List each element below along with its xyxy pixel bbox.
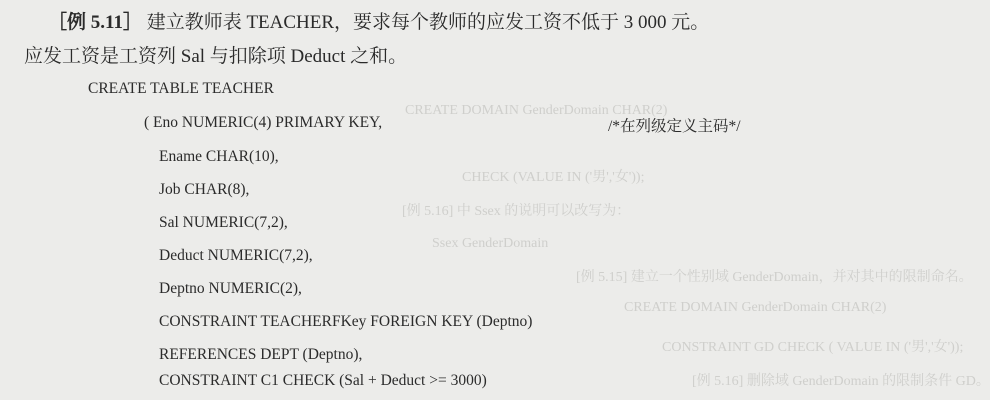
example-label: ［例 5.11］	[48, 12, 142, 33]
code-line-job: Job CHAR(8),	[159, 181, 250, 198]
bleed-through-text: CREATE DOMAIN GenderDomain CHAR(2)	[624, 300, 887, 315]
code-comment-primary-key: /*在列级定义主码*/	[608, 118, 741, 135]
bleed-through-text: CREATE DOMAIN GenderDomain CHAR(2)	[405, 103, 668, 118]
code-line-fk-constraint: CONSTRAINT TEACHERFKey FOREIGN KEY (Deptno)	[159, 313, 533, 330]
bleed-through-text: CHECK (VALUE IN ('男','女'));	[462, 170, 645, 185]
example-heading	[48, 6, 709, 40]
bleed-through-text: Ssex GenderDomain	[432, 236, 549, 251]
code-line-references: REFERENCES DEPT (Deptno),	[159, 346, 363, 363]
code-line-ename: Ename CHAR(10),	[159, 148, 279, 165]
bleed-through-text: CONSTRAINT GD CHECK ( VALUE IN ('男','女'));	[662, 340, 964, 355]
code-line-deptno: Deptno NUMERIC(2),	[159, 280, 302, 297]
bleed-through-text: [例 5.16] 中 Ssex 的说明可以改写为：	[402, 204, 631, 219]
example-subtitle: 应发工资是工资列 Sal 与扣除项 Deduct 之和。	[24, 46, 408, 67]
code-line-check-constraint: CONSTRAINT C1 CHECK (Sal + Deduct >= 3000)	[159, 372, 487, 389]
code-line-create-table: CREATE TABLE TEACHER	[88, 80, 274, 97]
bleed-through-text: [例 5.15] 建立一个性别域 GenderDomain，并对其中的限制命名。	[576, 270, 973, 285]
example-title: 建立教师表 TEACHER，要求每个教师的应发工资不低于 3 000 元。	[146, 12, 710, 33]
code-line-deduct: Deduct NUMERIC(7,2),	[159, 247, 313, 264]
code-line-sal: Sal NUMERIC(7,2),	[159, 214, 288, 231]
bleed-through-text: [例 5.16] 删除域 GenderDomain 的限制条件 GD。	[692, 374, 990, 389]
code-line-eno: ( Eno NUMERIC(4) PRIMARY KEY,	[144, 114, 383, 131]
